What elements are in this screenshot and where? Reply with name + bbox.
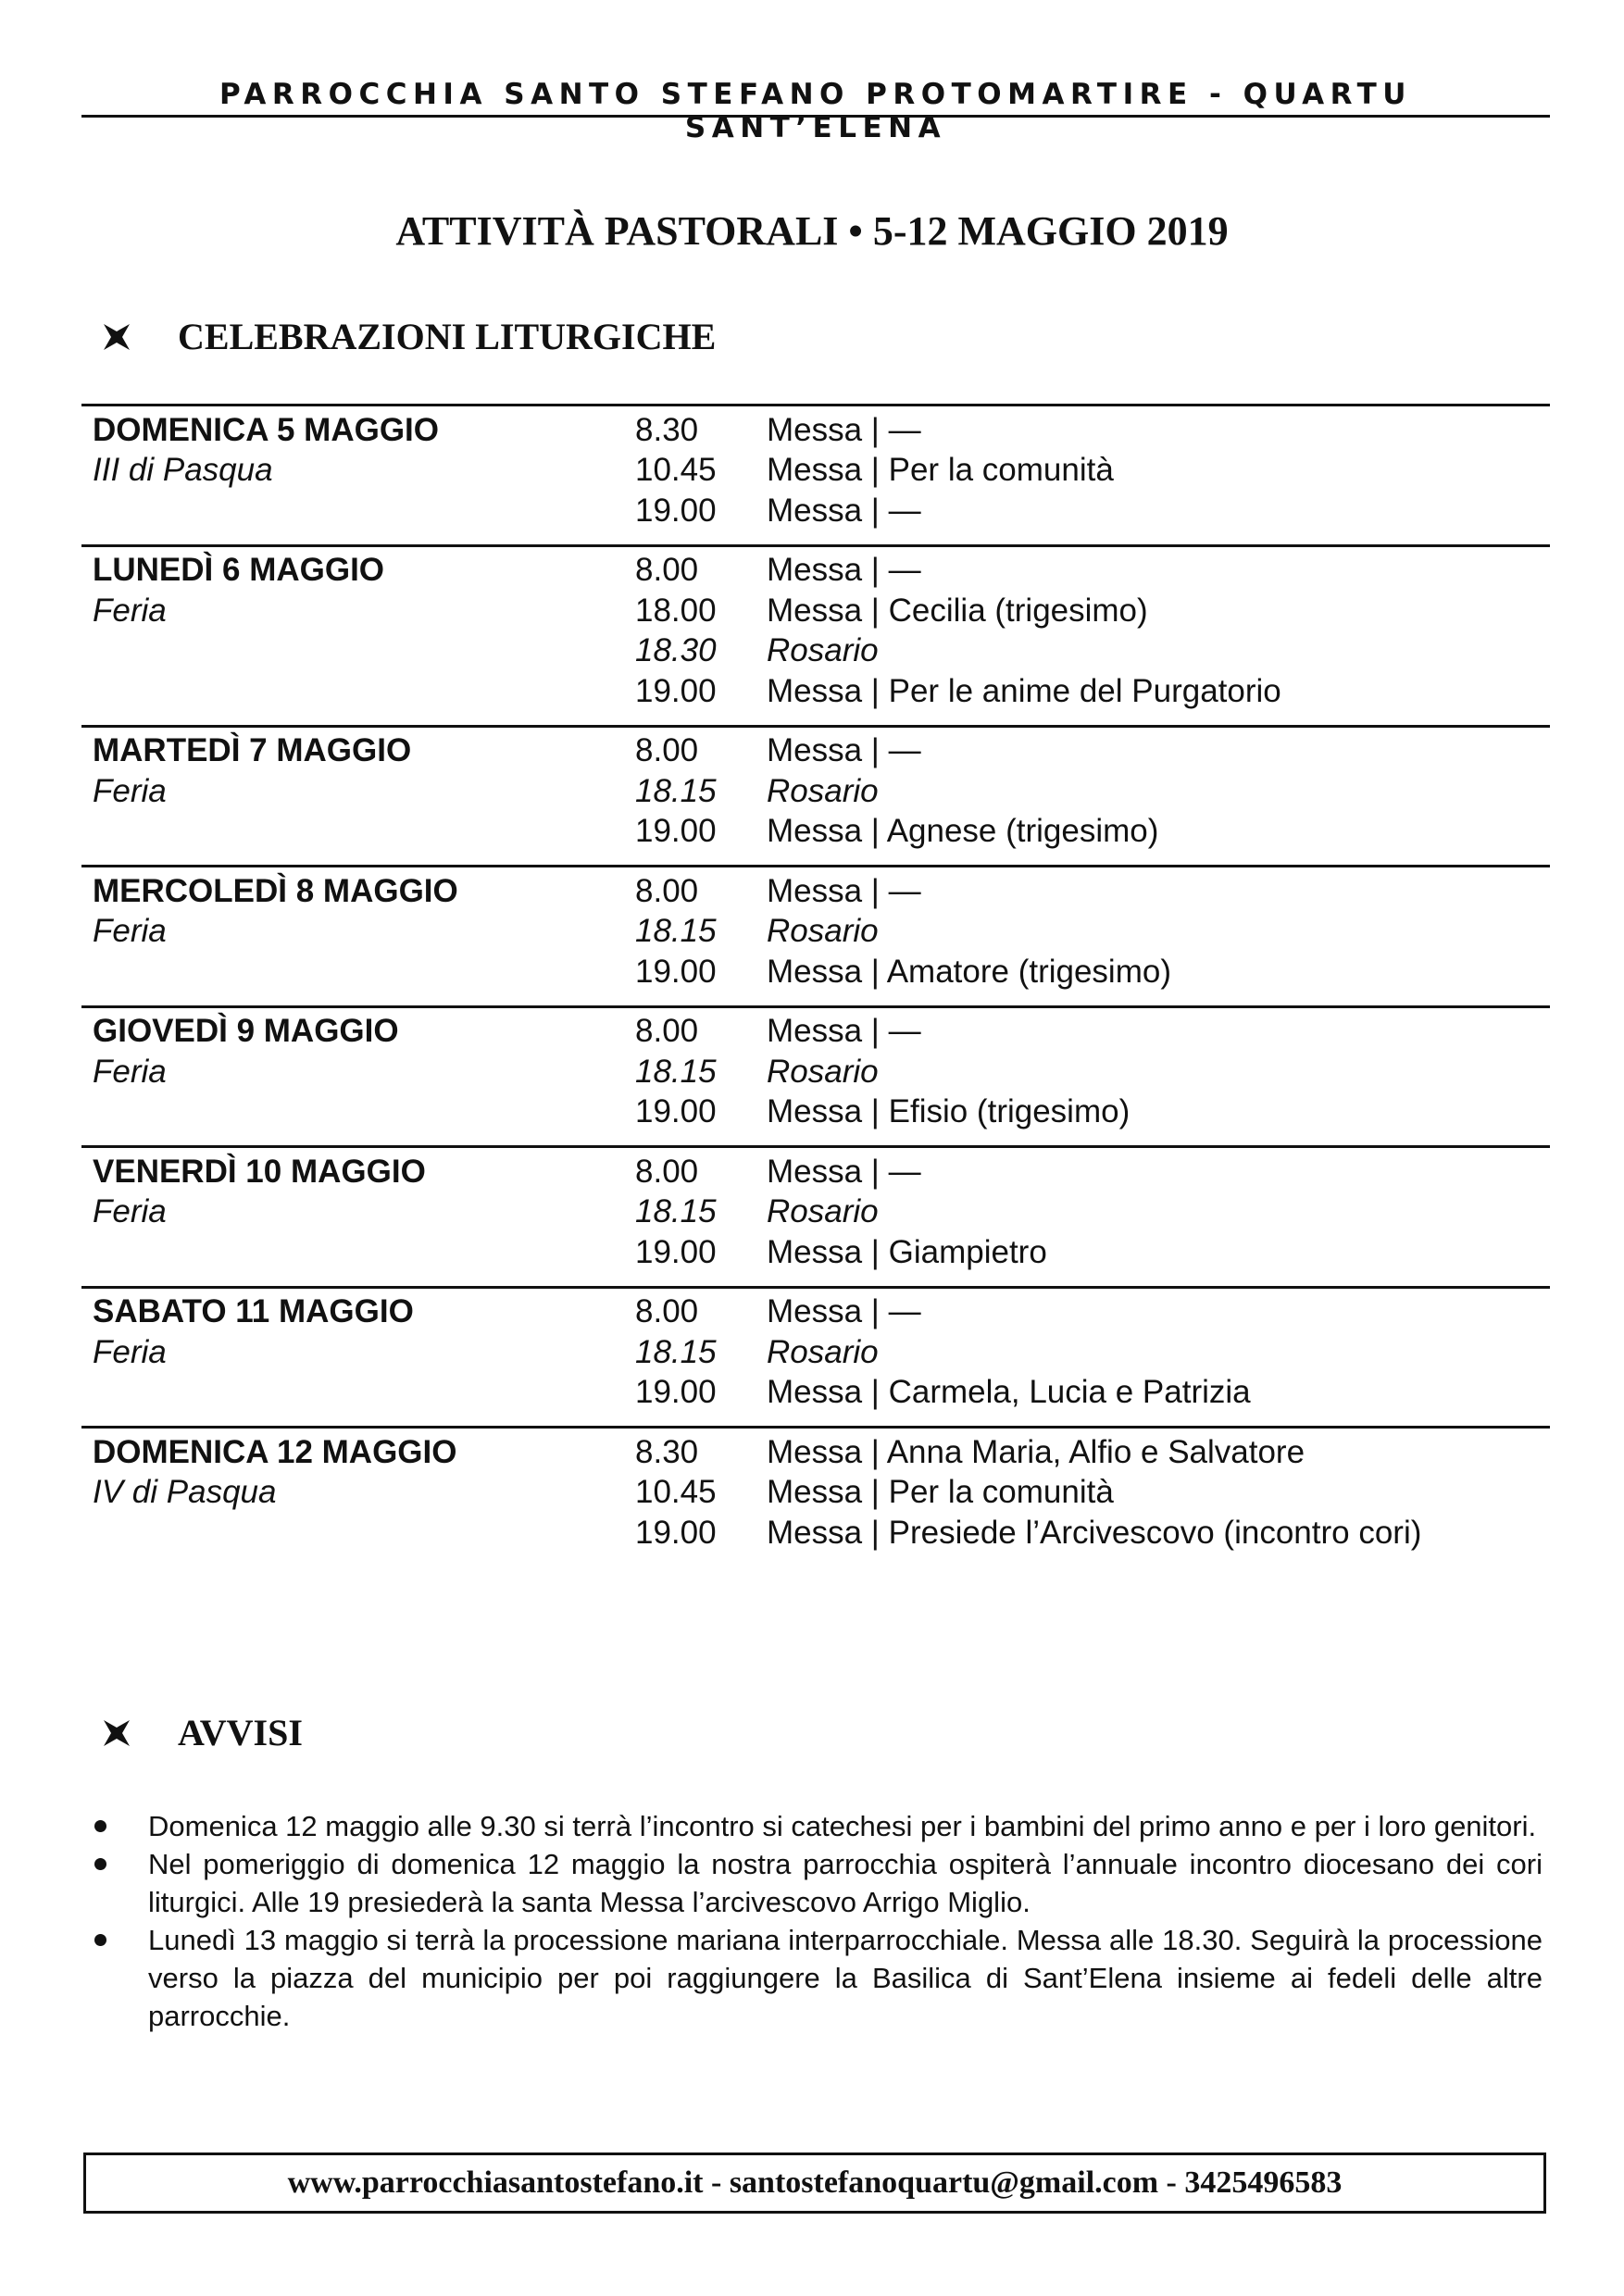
day-block <box>81 1426 1550 1566</box>
event-time: 18.15 <box>635 1053 717 1090</box>
event-description: Rosario <box>767 1193 879 1230</box>
schedule-row <box>81 1373 1550 1414</box>
schedule-row <box>81 771 1550 812</box>
event-time: 18.30 <box>635 632 717 669</box>
event-time: 8.30 <box>635 411 699 448</box>
event-time: 8.00 <box>635 1013 699 1050</box>
event-time: 10.45 <box>635 452 717 489</box>
section-title-celebrations: CELEBRAZIONI LITURGICHE <box>178 316 717 357</box>
schedule-row <box>81 551 1550 592</box>
notice-item <box>89 1807 1543 1845</box>
notice-item <box>89 1921 1543 2035</box>
schedule-row <box>81 871 1550 912</box>
event-time: 10.45 <box>635 1474 717 1511</box>
event-time: 18.15 <box>635 1193 717 1230</box>
event-description: Messa | Per la comunità <box>767 452 1114 489</box>
event-time: 8.00 <box>635 1293 699 1330</box>
day-name: LUNEDÌ 6 MAGGIO <box>93 552 385 589</box>
schedule-row <box>81 671 1550 712</box>
event-time: 8.00 <box>635 1153 699 1190</box>
bullet-dot-icon <box>94 1934 106 1946</box>
schedule-row <box>81 1052 1550 1092</box>
day-liturgical-note: Feria <box>93 592 167 629</box>
event-time: 19.00 <box>635 1514 717 1551</box>
event-description: Messa | Anna Maria, Alfio e Salvatore <box>767 1433 1305 1470</box>
header-rule <box>81 115 1550 118</box>
schedule-row <box>81 1012 1550 1053</box>
event-description: Messa | — <box>767 732 921 769</box>
event-time: 19.00 <box>635 1374 717 1411</box>
section-title-notices: AVVISI <box>178 1712 303 1753</box>
event-time: 8.00 <box>635 732 699 769</box>
event-description: Messa | Per la comunità <box>767 1474 1114 1511</box>
schedule-row <box>81 451 1550 492</box>
notice-text: Lunedì 13 maggio si terrà la processione mariana interparrocchiale. Messa alle 18.30. Seguirà la processione verso la piazza del municipio per poi raggiungere la Basilica di Sant’Elena insieme ai fedeli delle altre parrocchie. <box>148 1924 1543 2032</box>
event-description: Messa | — <box>767 1013 921 1050</box>
event-description: Messa | Efisio (trigesimo) <box>767 1093 1131 1130</box>
event-description: Messa | Presiede l’Arcivescovo (incontro cori) <box>767 1514 1422 1551</box>
schedule-row <box>81 1152 1550 1192</box>
event-description: Messa | Agnese (trigesimo) <box>767 813 1159 850</box>
event-description: Messa | — <box>767 1293 921 1330</box>
event-time: 19.00 <box>635 672 717 709</box>
event-description: Messa | — <box>767 411 921 448</box>
event-time: 19.00 <box>635 1233 717 1270</box>
event-time: 8.00 <box>635 552 699 589</box>
schedule-row <box>81 952 1550 992</box>
event-description: Messa | — <box>767 552 921 589</box>
event-description: Messa | Giampietro <box>767 1233 1047 1270</box>
schedule-row <box>81 1192 1550 1233</box>
event-time: 19.00 <box>635 953 717 990</box>
day-block <box>81 1005 1550 1146</box>
event-description: Rosario <box>767 913 879 950</box>
notices-list <box>89 1807 1543 2035</box>
day-block <box>81 544 1550 725</box>
day-liturgical-note: III di Pasqua <box>93 452 273 489</box>
event-description: Messa | — <box>767 1153 921 1190</box>
event-description: Messa | Per le anime del Purgatorio <box>767 672 1281 709</box>
event-description: Rosario <box>767 632 879 669</box>
event-time: 19.00 <box>635 492 717 529</box>
event-time: 18.15 <box>635 913 717 950</box>
schedule-row <box>81 1292 1550 1333</box>
star-bullet-icon <box>100 320 133 354</box>
schedule-row <box>81 1092 1550 1133</box>
event-description: Rosario <box>767 772 879 809</box>
schedule-row <box>81 731 1550 772</box>
day-block <box>81 1286 1550 1427</box>
schedule-row <box>81 491 1550 531</box>
day-name: DOMENICA 5 MAGGIO <box>93 411 439 448</box>
footer-contact-box <box>83 2152 1546 2214</box>
notice-text: Domenica 12 maggio alle 9.30 si terrà l’incontro si catechesi per i bambini del primo anno e per i loro genitori. <box>148 1810 1537 1842</box>
day-block <box>81 865 1550 1005</box>
schedule-row <box>81 1513 1550 1554</box>
schedule-row <box>81 1473 1550 1514</box>
event-time: 19.00 <box>635 1093 717 1130</box>
event-time: 18.15 <box>635 772 717 809</box>
event-description: Messa | Carmela, Lucia e Patrizia <box>767 1374 1251 1411</box>
star-bullet-icon <box>100 1716 133 1750</box>
parish-header: PARROCCHIA SANTO STEFANO PROTOMARTIRE - QUARTU SANT’ELENA <box>219 78 1412 144</box>
day-name: MERCOLEDÌ 8 MAGGIO <box>93 872 458 909</box>
event-description: Messa | Cecilia (trigesimo) <box>767 592 1148 629</box>
page-title: ATTIVITÀ PASTORALI • 5-12 MAGGIO 2019 <box>395 208 1229 254</box>
notice-item <box>89 1845 1543 1921</box>
day-liturgical-note: Feria <box>93 913 167 950</box>
day-name: SABATO 11 MAGGIO <box>93 1293 414 1330</box>
schedule-row <box>81 912 1550 953</box>
bullet-dot-icon <box>94 1858 106 1870</box>
day-liturgical-note: Feria <box>93 772 167 809</box>
event-description: Messa | — <box>767 872 921 909</box>
schedule-row <box>81 1432 1550 1473</box>
day-block <box>81 1145 1550 1286</box>
schedule-row <box>81 1232 1550 1273</box>
event-description: Rosario <box>767 1053 879 1090</box>
day-block <box>81 725 1550 866</box>
section-heading-celebrations <box>100 315 716 358</box>
section-heading-notices <box>100 1711 303 1754</box>
day-name: MARTEDÌ 7 MAGGIO <box>93 732 412 769</box>
day-name: VENERDÌ 10 MAGGIO <box>93 1153 426 1190</box>
schedule-row <box>81 631 1550 672</box>
day-block <box>81 404 1550 544</box>
event-description: Messa | Amatore (trigesimo) <box>767 953 1171 990</box>
schedule-row <box>81 812 1550 853</box>
day-name: DOMENICA 12 MAGGIO <box>93 1433 457 1470</box>
day-liturgical-note: Feria <box>93 1333 167 1370</box>
bullet-dot-icon <box>94 1820 106 1832</box>
schedule-row <box>81 410 1550 451</box>
event-time: 8.00 <box>635 872 699 909</box>
day-liturgical-note: Feria <box>93 1193 167 1230</box>
footer-contacts: www.parrocchiasantostefano.it - santostefanoquartu@gmail.com - 3425496583 <box>287 2165 1343 2200</box>
event-time: 19.00 <box>635 813 717 850</box>
day-liturgical-note: Feria <box>93 1053 167 1090</box>
liturgical-schedule <box>81 404 1550 1566</box>
event-time: 18.00 <box>635 592 717 629</box>
notice-text: Nel pomeriggio di domenica 12 maggio la nostra parrocchia ospiterà l’annuale incontro diocesano dei cori liturgici. Alle 19 presiederà la santa Messa l’arcivescovo Arrigo Miglio. <box>148 1848 1543 1918</box>
event-time: 18.15 <box>635 1333 717 1370</box>
event-description: Messa | — <box>767 492 921 529</box>
event-description: Rosario <box>767 1333 879 1370</box>
schedule-row <box>81 591 1550 631</box>
day-name: GIOVEDÌ 9 MAGGIO <box>93 1013 399 1050</box>
schedule-row <box>81 1332 1550 1373</box>
event-time: 8.30 <box>635 1433 699 1470</box>
day-liturgical-note: IV di Pasqua <box>93 1474 277 1511</box>
